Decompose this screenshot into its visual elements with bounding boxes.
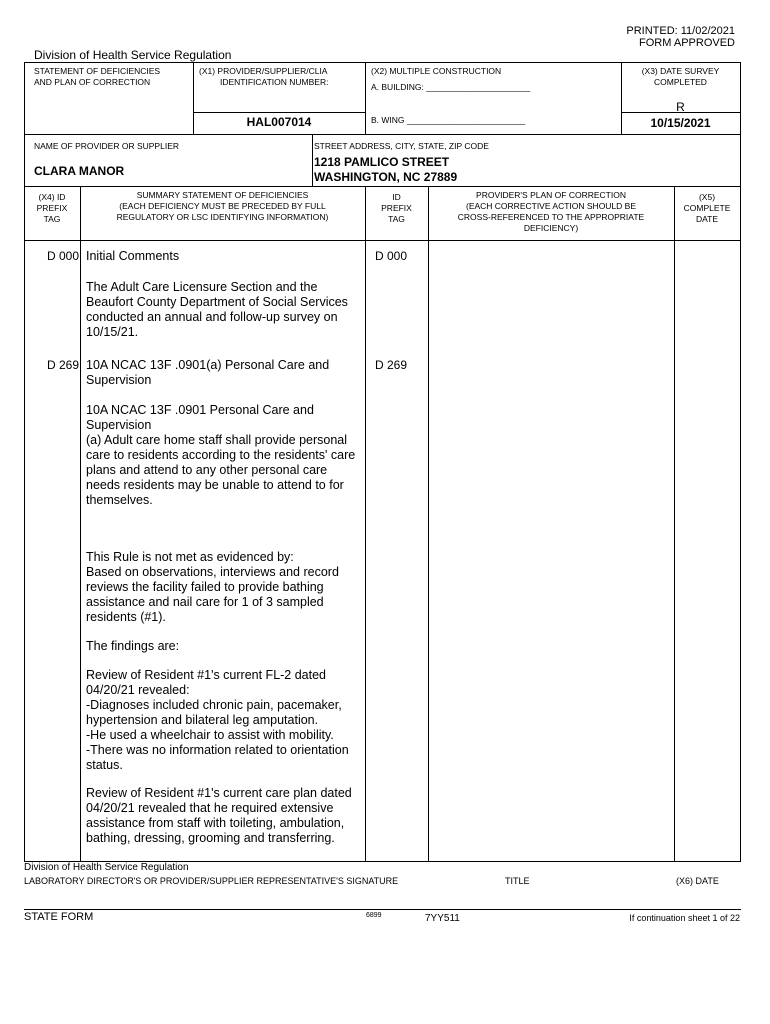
state-form-label: STATE FORM xyxy=(24,911,94,923)
form-approved: FORM APPROVED xyxy=(639,37,735,49)
d000-prefix-tag: D 000 xyxy=(46,249,79,263)
x3-label-2: COMPLETED xyxy=(654,77,707,87)
plan-header-line-1: PROVIDER'S PLAN OF CORRECTION xyxy=(476,190,626,200)
id-header-line-3: TAG xyxy=(388,214,405,224)
signature-label: LABORATORY DIRECTOR'S OR PROVIDER/SUPPLIER REPRESENTATIVE'S SIGNATURE xyxy=(24,876,399,886)
d269-not-met-text: This Rule is not met as evidenced by: Based on observations, interviews and record reviews the facility failed to provide bathing assistance and nail care for 1 of 3 sampled residents (#1). xyxy=(86,550,339,624)
x4-header-line-2: PREFIX xyxy=(36,203,68,213)
address-line-2: WASHINGTON, NC 27889 xyxy=(314,170,458,184)
provider-name: CLARA MANOR xyxy=(34,164,125,178)
id-header xyxy=(365,192,428,225)
summary-header-line-2: (EACH DEFICIENCY MUST BE PRECEDED BY FULL xyxy=(119,201,326,211)
form-number: 6899 xyxy=(366,912,382,919)
d269-prefix-tag: D 269 xyxy=(46,358,79,372)
x4-header-line-1: (X4) ID xyxy=(38,192,66,202)
d269-rule-text: 10A NCAC 13F .0901 Personal Care and Supervision (a) Adult care home staff shall provide personal care to residents according to the residents' care plans and attend to any other personal care needs residents may be unable to attend to for themselves. xyxy=(86,403,356,507)
d000-title: Initial Comments xyxy=(86,249,180,263)
printed-date: PRINTED: 11/02/2021 xyxy=(626,25,735,37)
x2-label: (X2) MULTIPLE CONSTRUCTION xyxy=(371,66,502,76)
d269-findings-label: The findings are: xyxy=(86,639,180,653)
x4-header-line-3: TAG xyxy=(43,214,61,224)
d269-title: 10A NCAC 13F .0901(a) Personal Care and Supervision xyxy=(86,358,330,387)
d000-id-tag: D 000 xyxy=(375,249,408,263)
building-field[interactable]: A. BUILDING: ______________________ xyxy=(371,82,531,92)
title-label: TITLE xyxy=(505,876,530,886)
d269-id-tag: D 269 xyxy=(375,358,408,372)
plan-header-line-4: DEFICIENCY) xyxy=(523,223,579,233)
x4-header xyxy=(24,192,80,225)
summary-header-line-3: REGULATORY OR LSC IDENTIFYING INFORMATION) xyxy=(116,212,329,222)
x5-header xyxy=(674,192,740,225)
summary-header xyxy=(80,190,365,223)
x1-label-2: IDENTIFICATION NUMBER: xyxy=(220,77,329,87)
plan-header-line-3: CROSS-REFERENCED TO THE APPROPRIATE xyxy=(457,212,645,222)
survey-code: R xyxy=(676,100,685,114)
plan-header-line-2: (EACH CORRECTIVE ACTION SHOULD BE xyxy=(465,201,637,211)
address-label: STREET ADDRESS, CITY, STATE, ZIP CODE xyxy=(314,141,489,151)
footer-agency: Division of Health Service Regulation xyxy=(24,862,189,873)
id-header-line-1: ID xyxy=(392,192,401,202)
agency-name: Division of Health Service Regulation xyxy=(34,48,232,62)
d269-fl2-review: Review of Resident #1's current FL-2 dated 04/20/21 revealed: -Diagnoses included chronic pain, pacemaker, hypertension and bilateral leg amputation. -He used a wheelchair to assist with mobility. -There was no information related to orientation status. xyxy=(86,668,349,772)
x5-header-line-1: (X5) xyxy=(698,192,716,202)
wing-field[interactable]: B. WING _________________________ xyxy=(371,115,526,125)
d000-text: The Adult Care Licensure Section and the Beaufort County Department of Social Services conducted an annual and follow-up survey on 10/15/21. xyxy=(86,280,348,339)
x5-header-line-3: DATE xyxy=(695,214,719,224)
footer-divider xyxy=(24,909,741,910)
id-header-line-2: PREFIX xyxy=(381,203,412,213)
x1-label-1: (X1) PROVIDER/SUPPLIER/CLIA xyxy=(199,66,328,76)
x3-label-1: (X3) DATE SURVEY xyxy=(641,66,720,76)
date-label: (X6) DATE xyxy=(676,876,719,886)
provider-name-label: NAME OF PROVIDER OR SUPPLIER xyxy=(34,141,179,151)
statement-label-1: STATEMENT OF DEFICIENCIES xyxy=(34,66,161,76)
x5-header-line-2: COMPLETE xyxy=(683,203,731,213)
plan-header xyxy=(428,190,674,234)
summary-header-line-1: SUMMARY STATEMENT OF DEFICIENCIES xyxy=(136,190,309,200)
address-line-1: 1218 PAMLICO STREET xyxy=(314,155,450,169)
statement-label-2: AND PLAN OF CORRECTION xyxy=(34,77,151,87)
event-id: 7YY511 xyxy=(425,913,460,924)
d269-care-plan-review: Review of Resident #1's current care plan dated 04/20/21 revealed that he required extensive assistance from staff with toileting, ambulation, bathing, dressing, grooming and transferring. xyxy=(86,786,352,845)
provider-id-number: HAL007014 xyxy=(246,115,312,129)
continuation-sheet: If continuation sheet 1 of 22 xyxy=(629,913,740,923)
survey-date: 10/15/2021 xyxy=(650,116,711,130)
